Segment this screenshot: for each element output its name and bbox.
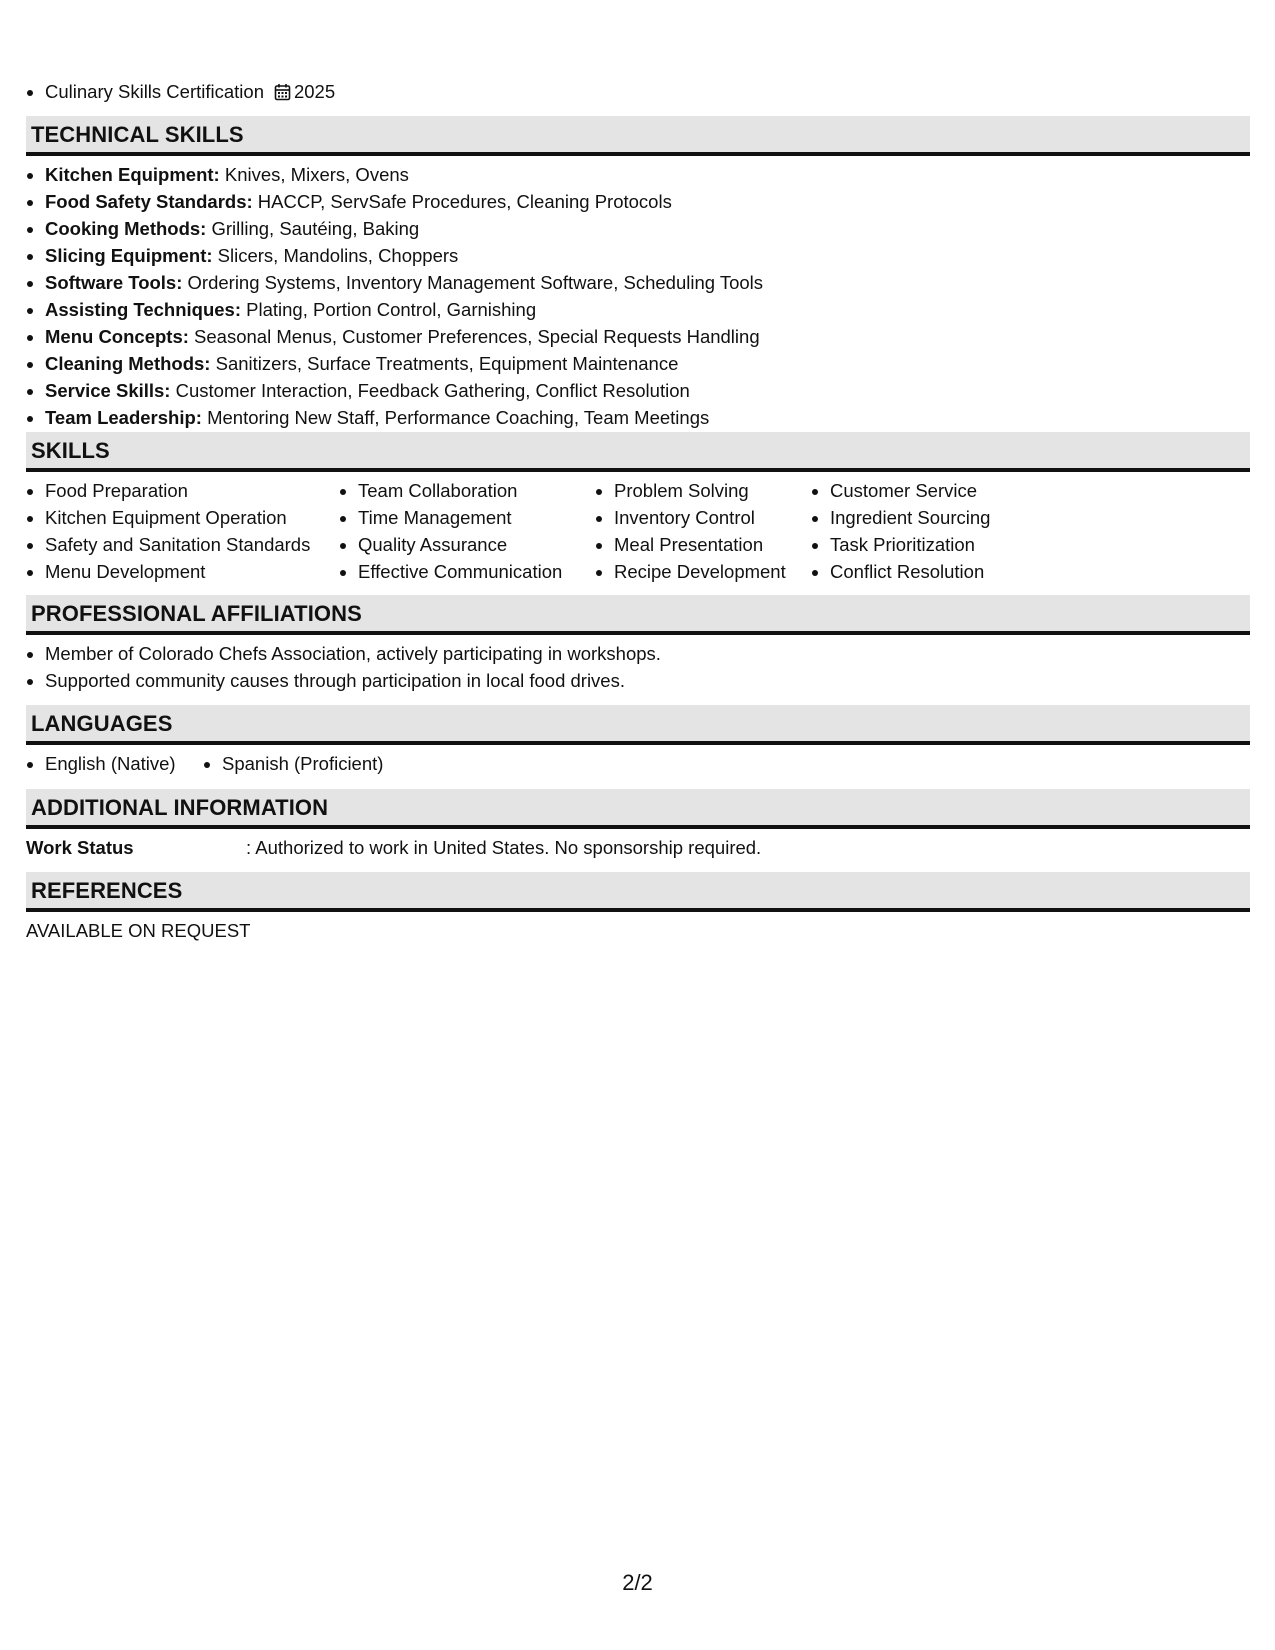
skill-item: • Safety and Sanitation Standards xyxy=(45,531,339,558)
skills-column xyxy=(595,477,811,585)
references-heading: REFERENCES xyxy=(26,872,1250,912)
skill-item: • Recipe Development xyxy=(614,558,811,585)
skills-column xyxy=(811,477,1070,585)
skill-item: • Inventory Control xyxy=(614,504,811,531)
references-section xyxy=(26,872,1250,944)
technical-skills-list xyxy=(26,161,1250,431)
language-item: • Spanish (Proficient) xyxy=(222,750,383,777)
work-status-value: : Authorized to work in United States. No sponsorship required. xyxy=(246,837,762,858)
languages-heading: LANGUAGES xyxy=(26,705,1250,745)
certification-name: Culinary Skills Certification xyxy=(45,81,264,102)
skill-item: • Team Collaboration xyxy=(358,477,595,504)
certification-item xyxy=(45,78,335,108)
additional-info-heading: ADDITIONAL INFORMATION xyxy=(26,789,1250,829)
affiliation-item: • Supported community causes through participation in local food drives. xyxy=(45,667,1250,694)
language-item: • English (Native) xyxy=(45,750,203,777)
affiliations-list xyxy=(26,640,1250,694)
skill-item: • Problem Solving xyxy=(614,477,811,504)
skills-heading: SKILLS xyxy=(26,432,1250,472)
certification-year: 2025 xyxy=(293,81,336,102)
work-status-label: Work Status xyxy=(26,837,134,858)
affiliations-heading: PROFESSIONAL AFFILIATIONS xyxy=(26,595,1250,635)
languages-list xyxy=(26,750,203,777)
technical-skill-item: • Slicing Equipment: Slicers, Mandolins, Choppers xyxy=(45,242,1250,269)
skill-item: • Meal Presentation xyxy=(614,531,811,558)
skill-item: • Food Preparation xyxy=(45,477,339,504)
skill-item: • Customer Service xyxy=(830,477,1070,504)
references-text: AVAILABLE ON REQUEST xyxy=(26,920,251,941)
technical-skill-item: • Team Leadership: Mentoring New Staff, Performance Coaching, Team Meetings xyxy=(45,404,1250,431)
technical-skill-item: • Software Tools: Ordering Systems, Inventory Management Software, Scheduling Tools xyxy=(45,269,1250,296)
technical-skill-item: • Cleaning Methods: Sanitizers, Surface Treatments, Equipment Maintenance xyxy=(45,350,1250,377)
affiliation-item: • Member of Colorado Chefs Association, actively participating in workshops. xyxy=(45,640,1250,667)
calendar-icon xyxy=(274,81,291,108)
languages-section xyxy=(26,705,1250,777)
skill-item: • Effective Communication xyxy=(358,558,595,585)
technical-skill-item: • Assisting Techniques: Plating, Portion Control, Garnishing xyxy=(45,296,1250,323)
languages-list xyxy=(203,750,383,777)
technical-skill-item: • Cooking Methods: Grilling, Sautéing, Baking xyxy=(45,215,1250,242)
skill-item: • Quality Assurance xyxy=(358,531,595,558)
skills-column xyxy=(26,477,339,585)
affiliations-section xyxy=(26,595,1250,694)
technical-skill-item: • Service Skills: Customer Interaction, Feedback Gathering, Conflict Resolution xyxy=(45,377,1250,404)
page-number: 2/2 xyxy=(622,1570,653,1595)
technical-skill-item: • Kitchen Equipment: Knives, Mixers, Ovens xyxy=(45,161,1250,188)
languages-row xyxy=(26,745,1250,777)
skill-item: • Conflict Resolution xyxy=(830,558,1070,585)
technical-skill-item: • Menu Concepts: Seasonal Menus, Customer Preferences, Special Requests Handling xyxy=(45,323,1250,350)
skills-column xyxy=(339,477,595,585)
technical-skill-item: • Food Safety Standards: HACCP, ServSafe Procedures, Cleaning Protocols xyxy=(45,188,1250,215)
skill-item: • Task Prioritization xyxy=(830,531,1070,558)
technical-skills-heading: TECHNICAL SKILLS xyxy=(26,116,1250,156)
skill-item: • Kitchen Equipment Operation xyxy=(45,504,339,531)
skill-item: • Time Management xyxy=(358,504,595,531)
work-status-row xyxy=(26,829,1250,861)
skills-section xyxy=(26,432,1250,585)
certification-list xyxy=(26,78,335,108)
additional-info-section xyxy=(26,789,1250,861)
technical-skills-section xyxy=(26,116,1250,431)
skills-grid xyxy=(26,472,1250,585)
skill-item: • Ingredient Sourcing xyxy=(830,504,1070,531)
skill-item: • Menu Development xyxy=(45,558,339,585)
